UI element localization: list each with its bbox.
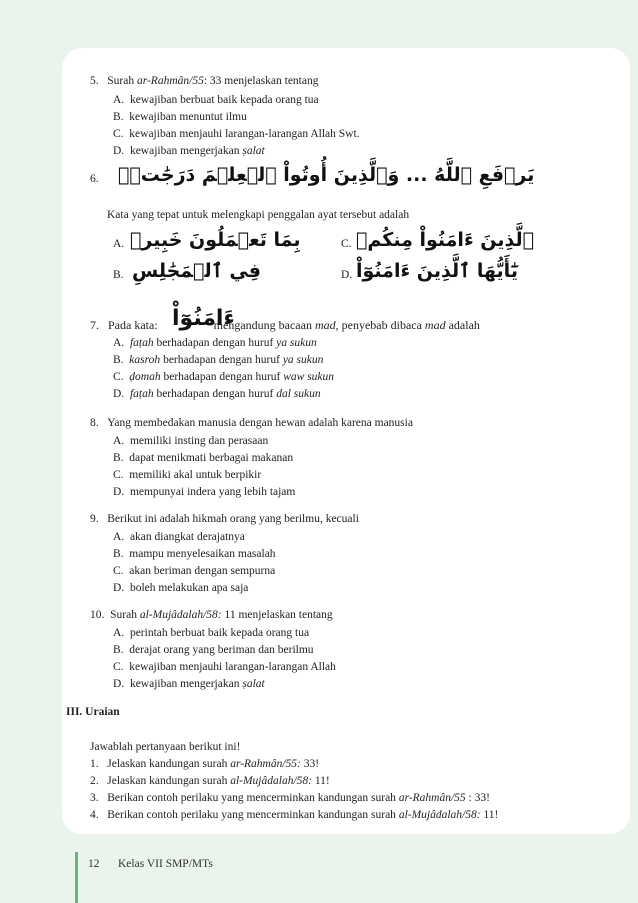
q5-option: A. kewajiban berbuat baik kepada orang tua — [113, 94, 319, 106]
uraian-item: 1. Jelaskan kandungan surah ar-Rahmân/55: 33! — [90, 758, 320, 770]
q6-option-arabic: فِي ٱلۡمَجَٰلِسِ — [132, 260, 261, 282]
footer-accent-bar — [75, 852, 78, 903]
q5-option: D. kewajiban mengerjakan ṣalat — [113, 145, 265, 157]
q7-option: C. ḍomah berhadapan dengan huruf waw sukun — [113, 371, 335, 383]
q10-option: D. kewajiban mengerjakan ṣalat — [113, 678, 265, 690]
q6-arabic-verse: يَرۡفَعِ ٱللَّهُ ... وَٱلَّذِينَ أُوتُواْ ٱلۡعِلۡمَ دَرَجَٰتٖۚ — [118, 164, 535, 186]
q9-option: D. boleh melakukan apa saja — [113, 582, 249, 594]
q7-option: B. kasroh berhadapan dengan huruf ya sukun — [113, 354, 324, 366]
q8-option: B. dapat menikmati berbagai makanan — [113, 452, 294, 464]
q8-option: D. mempunyai indera yang lebih tajam — [113, 486, 296, 498]
q7-stem: 7. Pada kata: mengandung bacaan mad, penyebab dibaca mad adalah — [90, 318, 480, 332]
q10-option: A. perintah berbuat baik kepada orang tua — [113, 627, 310, 639]
q8-stem: 8. Yang membedakan manusia dengan hewan adalah karena manusia — [90, 417, 413, 429]
q6-instruction: Kata yang tepat untuk melengkapi penggalan ayat tersebut adalah — [107, 209, 410, 221]
q6-option-letter: A. — [113, 238, 125, 250]
q5-option: B. kewajiban menuntut ilmu — [113, 111, 247, 123]
q8-option: C. memiliki akal untuk berpikir — [113, 469, 262, 481]
footer-book-title: Kelas VII SMP/MTs — [118, 858, 213, 870]
q10-option: C. kewajiban menjauhi larangan-larangan Allah — [113, 661, 336, 673]
q9-stem: 9. Berikut ini adalah hikmah orang yang berilmu, kecuali — [90, 513, 359, 525]
q7-arabic-word: ءَامَنُوٓاْ — [172, 306, 235, 331]
q5-option: C. kewajiban menjauhi larangan-larangan Allah Swt. — [113, 128, 360, 140]
page-number: 12 — [88, 858, 100, 870]
q6-option-letter: C. — [341, 238, 352, 250]
q6-option-letter: B. — [113, 269, 124, 281]
q10-option: B. derajat orang yang beriman dan berilmu — [113, 644, 314, 656]
q6-option-arabic: بِمَا تَعۡمَلُونَ خَبِيرٞ — [130, 229, 301, 251]
uraian-item: 2. Jelaskan kandungan surah al-Mujâdalah/58: 11! — [90, 775, 330, 787]
q6-option-arabic: يَٰٓأَيُّهَا ٱلَّذِينَ ءَامَنُوٓاْ — [356, 260, 518, 282]
q9-option: B. mampu menyelesaikan masalah — [113, 548, 276, 560]
q9-option: C. akan beriman dengan sempurna — [113, 565, 276, 577]
section-heading-uraian: III. Uraian — [66, 706, 120, 718]
q8-option: A. memiliki insting dan perasaan — [113, 435, 269, 447]
q5-stem: 5. Surah ar-Rahmân/55: 33 menjelaskan tentang — [90, 75, 319, 87]
uraian-item: 4. Berikan contoh perilaku yang mencerminkan kandungan surah al-Mujâdalah/58: 11! — [90, 809, 499, 821]
uraian-intro: Jawablah pertanyaan berikut ini! — [90, 741, 241, 753]
uraian-item: 3. Berikan contoh perilaku yang mencerminkan kandungan surah ar-Rahmân/55 : 33! — [90, 792, 490, 804]
q6-number: 6. — [90, 173, 99, 185]
q10-stem: 10. Surah al-Mujâdalah/58: 11 menjelaskan tentang — [90, 609, 333, 621]
q6-option-arabic: ٱلَّذِينَ ءَامَنُواْ مِنكُمۡ — [356, 229, 535, 251]
q7-option: A. faṭah berhadapan dengan huruf ya sukun — [113, 337, 317, 349]
q7-option: D. faṭah berhadapan dengan huruf dal sukun — [113, 388, 321, 400]
q6-option-letter: D. — [341, 269, 353, 281]
q9-option: A. akan diangkat derajatnya — [113, 531, 245, 543]
